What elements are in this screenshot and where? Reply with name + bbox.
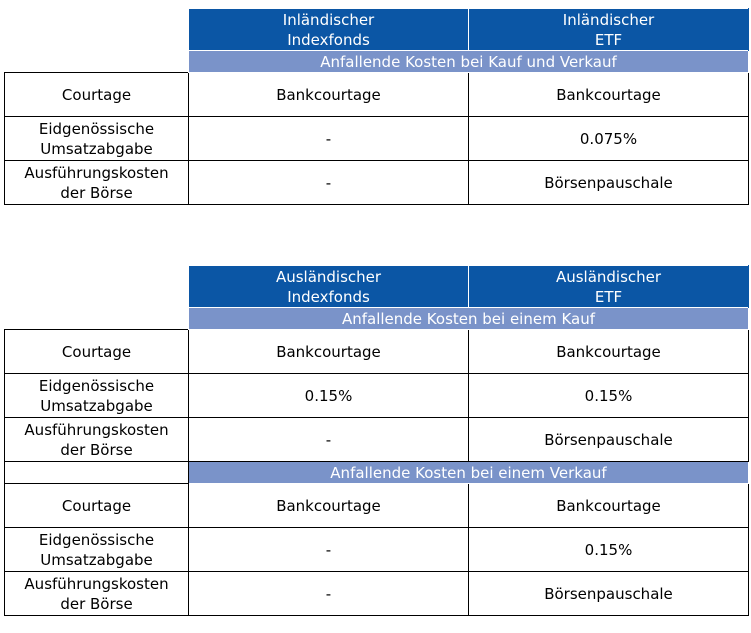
value-cell: - — [189, 418, 469, 462]
band-sell: Anfallende Kosten bei einem Verkauf — [189, 462, 749, 484]
value-cell: Bankcourtage — [469, 484, 749, 528]
label-line: Eidgenössische — [38, 376, 155, 395]
table-row — [5, 572, 749, 616]
table-row — [5, 161, 749, 205]
corner-cell — [5, 51, 189, 73]
value-cell: - — [189, 572, 469, 616]
row-label — [5, 161, 189, 205]
row-label — [5, 484, 189, 528]
row-label — [5, 73, 189, 117]
label-line: der Börse — [60, 183, 133, 202]
value-cell: 0.15% — [189, 374, 469, 418]
row-label — [5, 418, 189, 462]
row-label — [5, 572, 189, 616]
table-row — [5, 374, 749, 418]
header-line: Indexfonds — [287, 30, 370, 49]
value-cell: Börsenpauschale — [469, 161, 749, 205]
header-line: Ausländischer — [555, 267, 662, 286]
band-buy: Anfallende Kosten bei einem Kauf — [189, 308, 749, 330]
value-cell: 0.15% — [469, 374, 749, 418]
label-line: Umsatzabgabe — [40, 139, 153, 158]
corner-cell — [5, 308, 189, 330]
value-cell: Bankcourtage — [189, 73, 469, 117]
row-label — [5, 330, 189, 374]
label-line: der Börse — [60, 594, 133, 613]
table-row — [5, 117, 749, 161]
table-row — [5, 418, 749, 462]
label-line: Eidgenössische — [38, 119, 155, 138]
foreign-costs-table — [4, 265, 749, 616]
spacer-cell — [5, 462, 189, 484]
domestic-costs-table — [4, 8, 749, 205]
row-label — [5, 117, 189, 161]
value-cell: Börsenpauschale — [469, 572, 749, 616]
header-domestic-etf — [469, 9, 749, 51]
label-line: Eidgenössische — [38, 530, 155, 549]
value-cell: Bankcourtage — [469, 73, 749, 117]
header-line: Ausländischer — [275, 267, 382, 286]
header-line: ETF — [594, 287, 623, 306]
value-cell: - — [189, 528, 469, 572]
table-row — [5, 528, 749, 572]
value-cell: Bankcourtage — [189, 484, 469, 528]
value-cell: Bankcourtage — [469, 330, 749, 374]
header-foreign-etf — [469, 266, 749, 308]
label-line: Courtage — [61, 496, 132, 515]
value-cell: Bankcourtage — [189, 330, 469, 374]
label-line: Courtage — [61, 342, 132, 361]
value-cell: Börsenpauschale — [469, 418, 749, 462]
value-cell: - — [189, 161, 469, 205]
table-row — [5, 73, 749, 117]
band-buy-sell: Anfallende Kosten bei Kauf und Verkauf — [189, 51, 749, 73]
table-row — [5, 330, 749, 374]
header-line: Inländischer — [282, 10, 375, 29]
header-line: Inländischer — [562, 10, 655, 29]
table-row — [5, 484, 749, 528]
value-cell: 0.15% — [469, 528, 749, 572]
label-line: Ausführungskosten — [24, 163, 169, 182]
header-line: ETF — [594, 30, 623, 49]
row-label — [5, 528, 189, 572]
label-line: Umsatzabgabe — [40, 550, 153, 569]
label-line: Courtage — [61, 85, 132, 104]
row-label — [5, 374, 189, 418]
corner-cell — [5, 9, 189, 51]
header-domestic-index-fund — [189, 9, 469, 51]
value-cell: 0.075% — [469, 117, 749, 161]
corner-cell — [5, 266, 189, 308]
label-line: Ausführungskosten — [24, 574, 169, 593]
header-line: Indexfonds — [287, 287, 370, 306]
header-foreign-index-fund — [189, 266, 469, 308]
label-line: Umsatzabgabe — [40, 396, 153, 415]
label-line: Ausführungskosten — [24, 420, 169, 439]
label-line: der Börse — [60, 440, 133, 459]
value-cell: - — [189, 117, 469, 161]
